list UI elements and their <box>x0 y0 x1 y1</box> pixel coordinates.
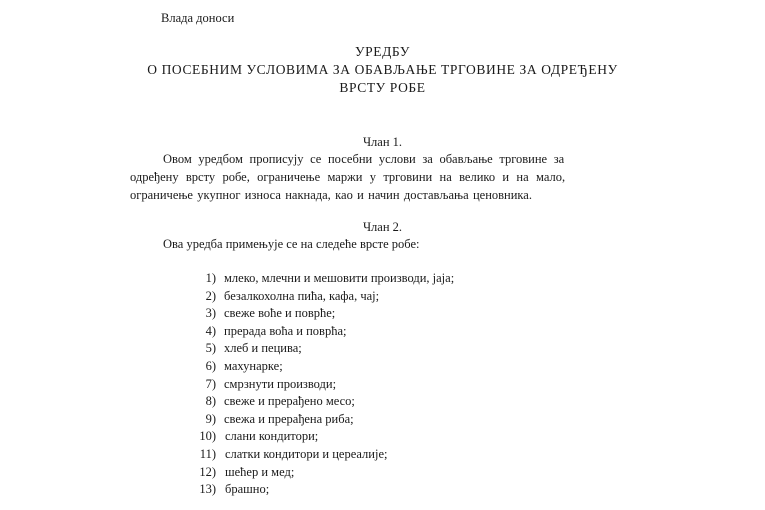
intro-text: Влада доноси <box>161 11 235 25</box>
list-item-number: 8) <box>205 394 216 408</box>
list-item-text: свеже и прерађено месо; <box>224 394 355 408</box>
list-item-text: шећер и мед; <box>225 465 295 479</box>
list-item-number: 5) <box>205 341 216 355</box>
list-item-number: 1) <box>205 271 216 285</box>
list-item-number: 2) <box>205 289 216 303</box>
list-item-text: прерада воћа и поврћа; <box>224 324 347 338</box>
title-line-2: О ПОСЕБНИМ УСЛОВИМА ЗА ОБАВЉАЊЕ ТРГОВИНЕ ЗА ОДРЕЂЕНУ <box>147 62 618 77</box>
title-line-1: УРЕДБУ <box>355 44 410 59</box>
list-item-number: 9) <box>205 412 216 426</box>
article-2-intro: Ова уредба примењује се на следеће врсте робе: <box>163 237 420 251</box>
list-item-text: брашно; <box>225 482 270 496</box>
list-item-text: слатки кондитори и цереалије; <box>225 447 388 461</box>
list-item-text: безалкохолна пића, кафа, чај; <box>224 289 380 303</box>
article-1-line-1: Овом уредбом прописују се посебни услови за обављање трговине за <box>163 152 565 166</box>
list-item-text: свежа и прерађена риба; <box>224 412 354 426</box>
list-item-text: слани кондитори; <box>225 429 319 443</box>
list-item-number: 6) <box>205 359 216 373</box>
list-item-text: хлеб и пецива; <box>224 341 302 355</box>
article-1-line-3: ограничење укупног износа накнада, као и начин достављања ценовника. <box>130 188 532 202</box>
article-2-heading: Члан 2. <box>362 220 403 234</box>
list-item-text: млеко, млечни и мешовити производи, јаја; <box>224 271 455 285</box>
list-item-text: свеже воће и поврће; <box>224 306 336 320</box>
list-item-number: 3) <box>205 306 216 320</box>
list-item-text: смрзнути производи; <box>224 377 337 391</box>
list-item-number: 10) <box>199 429 216 443</box>
list-item-number: 11) <box>199 447 216 461</box>
list-item-number: 4) <box>205 324 216 338</box>
article-1-heading: Члан 1. <box>362 135 403 149</box>
list-item-number: 13) <box>199 482 216 496</box>
list-item-text: махунарке; <box>224 359 283 373</box>
list-item-number: 7) <box>205 377 216 391</box>
list-item-number: 12) <box>199 465 216 479</box>
article-1-line-2: одређену врсту робе, ограничење маржи у трговини на велико и на мало, <box>130 170 566 184</box>
title-line-3: ВРСТУ РОБЕ <box>339 80 426 95</box>
